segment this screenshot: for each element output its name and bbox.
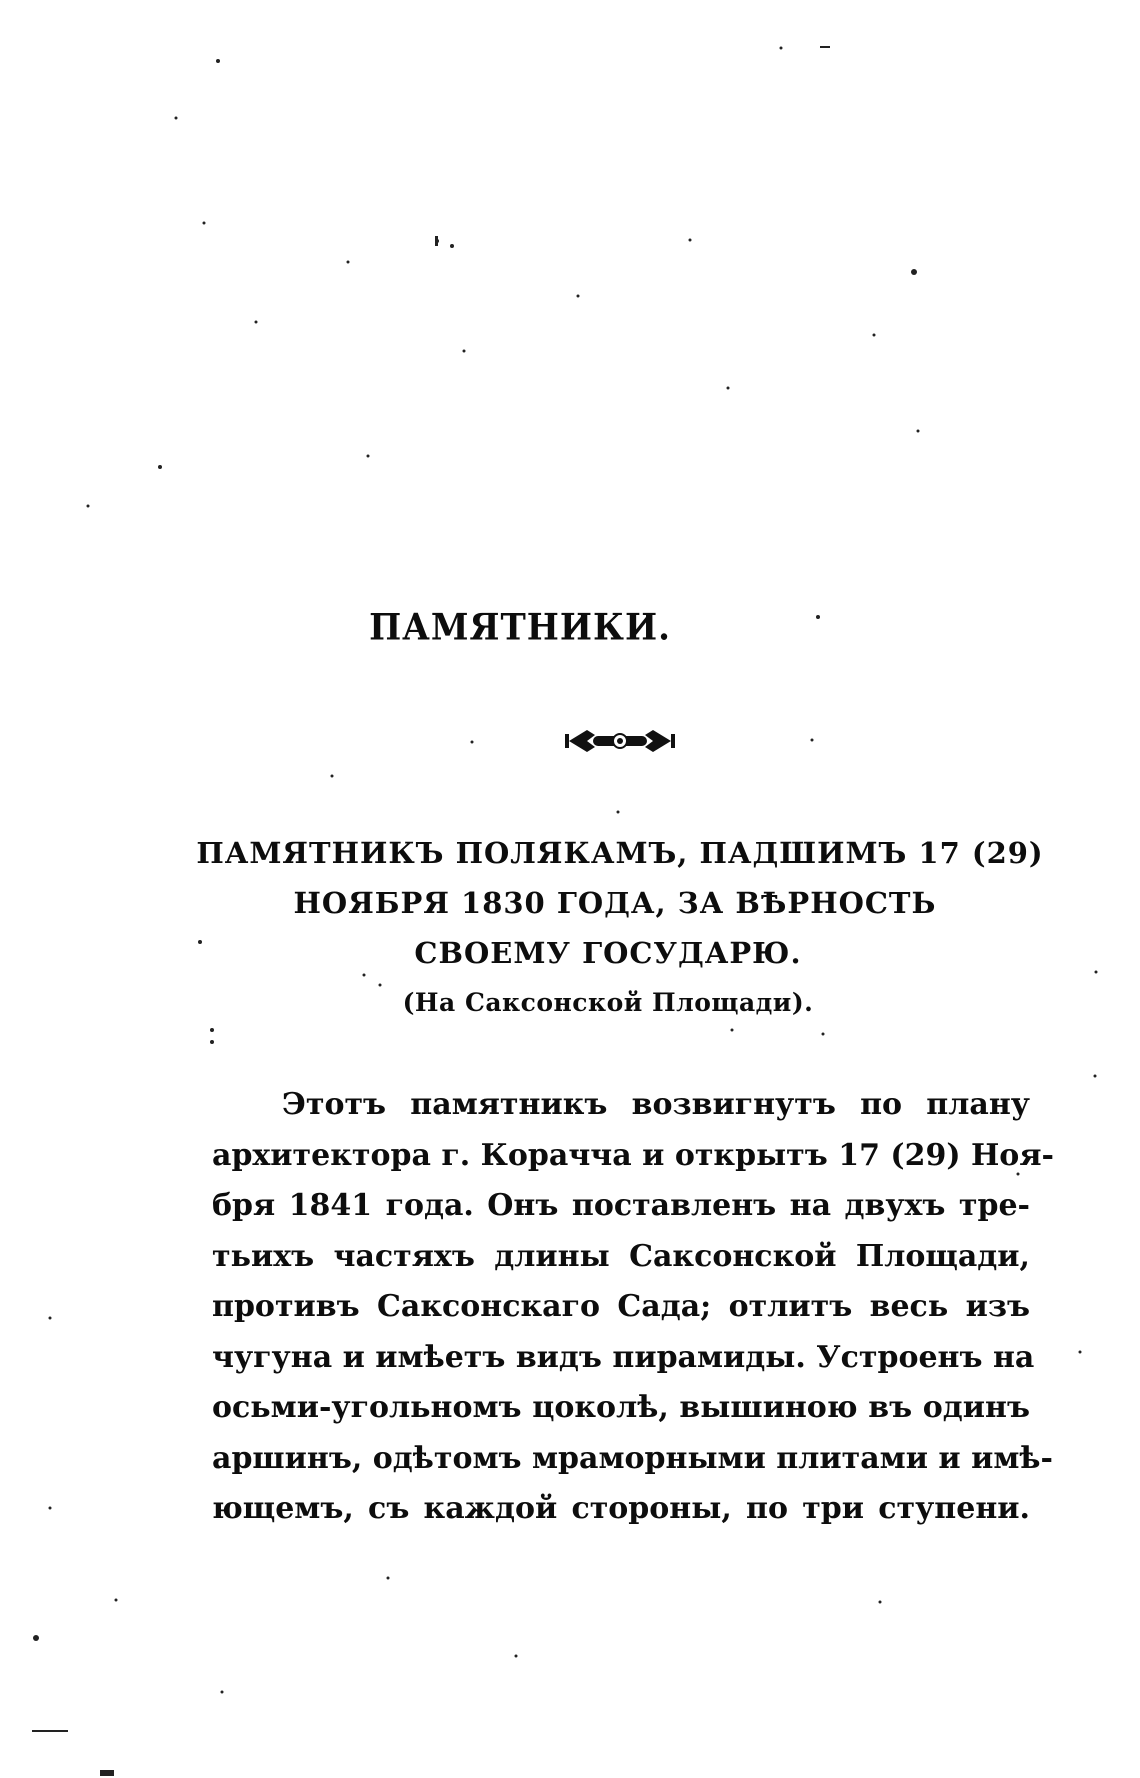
paragraph-line: чугуна и имѣетъ видъ пирамиды. Устроенъ на (212, 1339, 1035, 1375)
heading-line-1: ПАМЯТНИКЪ ПОЛЯКАМЪ, ПАДШИМЪ 17 (29) (196, 836, 1044, 870)
decorative-rule-ornament (565, 724, 675, 758)
paragraph-line: осьми-угольномъ цоколѣ, вышиною въ одинъ (212, 1390, 1030, 1425)
paragraph-line: ющемъ, съ каждой стороны, по три ступени. (212, 1491, 1030, 1526)
body-paragraph (212, 1080, 1054, 1535)
paragraph-line: Этотъ памятникъ возвигнутъ по плану (282, 1087, 1030, 1122)
paragraph-line: архитектора г. Корачча и открытъ 17 (29) Ноя- (212, 1137, 1054, 1173)
heading-subtitle: (На Саксонской Площади). (402, 988, 814, 1017)
paragraph-line: противъ Саксонскаго Сада; отлитъ весь изъ (212, 1289, 1030, 1324)
monument-heading (0, 828, 1140, 1028)
paragraph-line: аршинъ, одѣтомъ мраморными плитами и имѣ- (212, 1440, 1053, 1476)
heading-line-3: СВОЕМУ ГОСУДАРЮ. (414, 936, 802, 970)
section-title: ПАМЯТНИКИ. (369, 606, 671, 650)
paragraph-line: бря 1841 года. Онъ поставленъ на двухъ тре- (212, 1188, 1030, 1223)
paragraph-line: тьихъ частяхъ длины Саксонской Площади, (212, 1238, 1030, 1274)
heading-line-2: НОЯБРЯ 1830 ГОДА, ЗА ВѢРНОСТЬ (293, 886, 937, 920)
